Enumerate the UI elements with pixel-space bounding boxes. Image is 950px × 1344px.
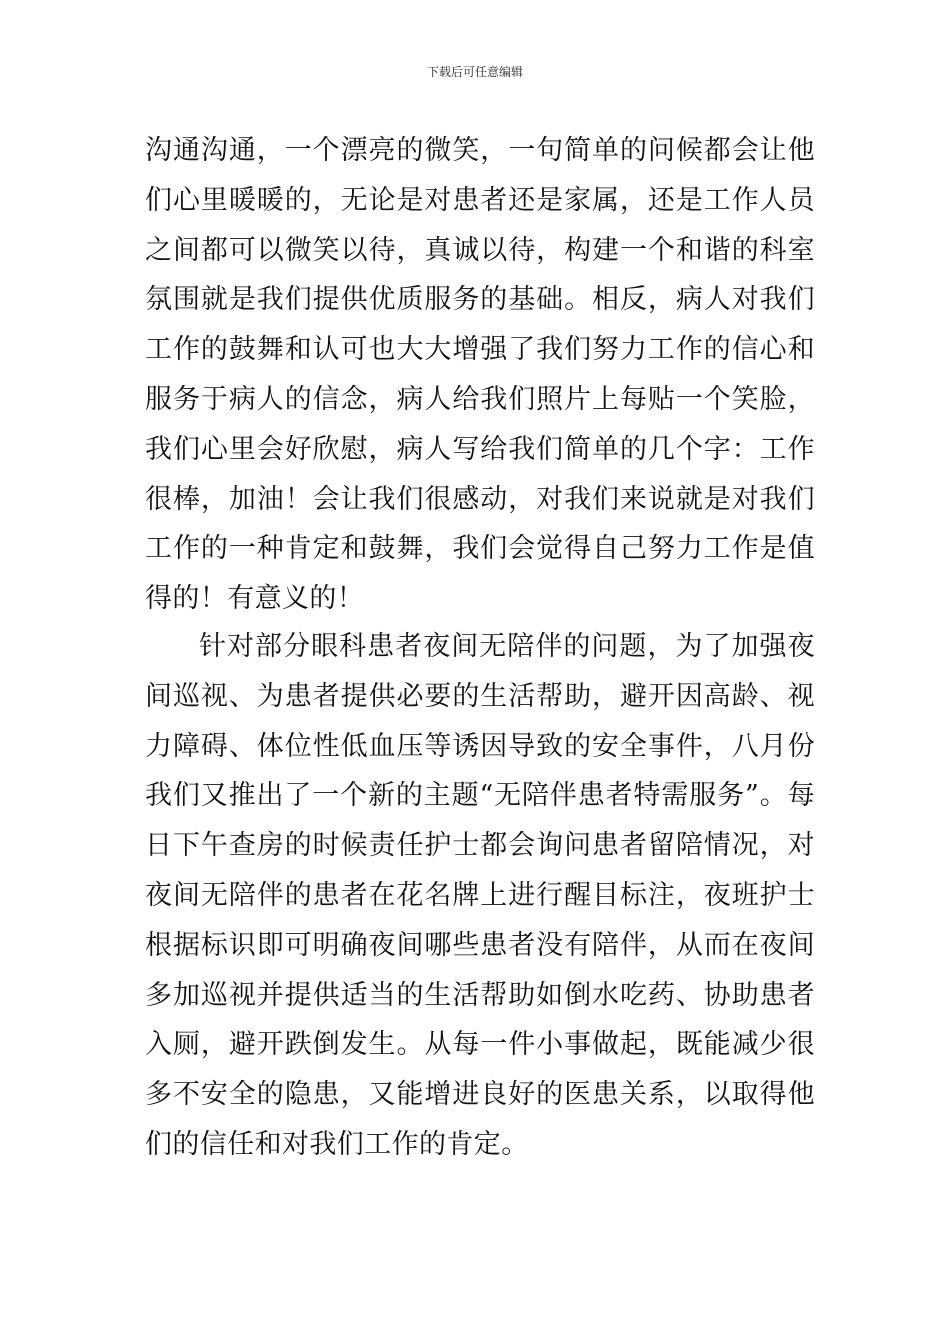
page-header: 下载后可任意编辑 <box>426 65 523 79</box>
body-paragraph-2: 针对部分眼科患者夜间无陪伴的问题，为了加强夜间巡视、为患者提供必要的生活帮助，避开因高龄、视力障碍、体位性低血压等诱因导致的安全事件，八月份我们又推出了一个新的主题“无陪伴患者特需服务”。每日下午查房的时候责任护士都会询问患者留陪情况，对夜间无陪伴的患者在花名牌上进行醒目标注，夜班护士根据标识即可明确夜间哪些患者没有陪伴，从而在夜间多加巡视并提供适当的生活帮助如倒水吃药、协助患者入厕，避开跌倒发生。从每一件小事做起，既能减少很多不安全的隐患，又能增进良好的医患关系，以取得他们的信任和对我们工作的肯定。 <box>145 631 815 1160</box>
body-paragraph-1: 沟通沟通，一个漂亮的微笑，一句简单的问候都会让他们心里暖暖的，无论是对患者还是家属，还是工作人员之间都可以微笑以待，真诚以待，构建一个和谐的科室氛围就是我们提供优质服务的基础。相反，病人对我们工作的鼓舞和认可也大大增强了我们努力工作的信心和服务于病人的信念，病人给我们照片上每贴一个笑脸，我们心里会好欣慰，病人写给我们简单的几个字：工作很棒，加油！会让我们很感动，对我们来说就是对我们工作的一种肯定和鼓舞，我们会觉得自己努力工作是值得的！有意义的！ <box>145 135 815 615</box>
